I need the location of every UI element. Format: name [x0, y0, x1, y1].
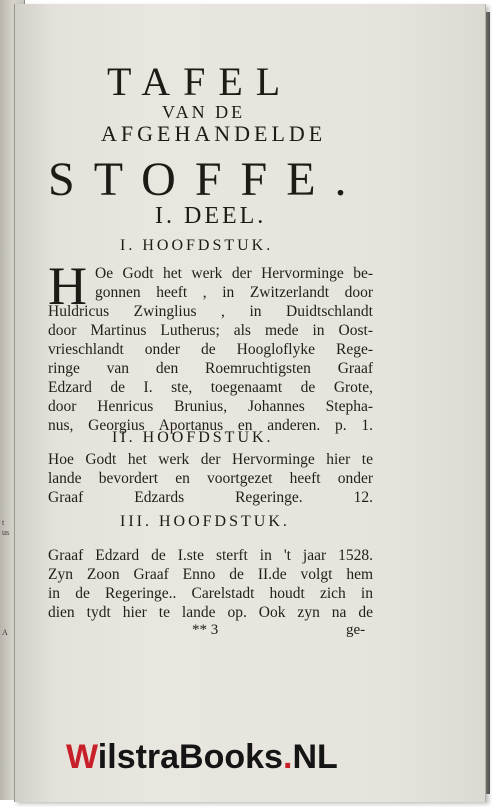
chapter-1-line: vrieschlandt onder de Hoogloflyke Rege-	[48, 341, 373, 358]
chapter-3-line: in de Regeringe.. Carelstadt houdt zich in	[48, 585, 373, 602]
chapter-3-heading: III. HOOFDSTUK.	[120, 513, 290, 530]
chapter-2-heading: II. HOOFDSTUK.	[112, 429, 274, 446]
back-page-mark: A	[2, 628, 8, 637]
back-page-mark: us	[2, 528, 10, 537]
chapter-1-line: ringe van den Roemruchtigsten Graaf	[48, 360, 373, 377]
chapter-1-heading: I. HOOFDSTUK.	[120, 237, 274, 254]
watermark-logo: WilstraBooks.NL	[66, 738, 338, 776]
chapter-1-line: Oe Godt het werk der Hervorminge be-	[95, 265, 373, 282]
signature-mark: ** 3	[192, 622, 219, 638]
title-afgehandelde: AFGEHANDELDE	[101, 121, 327, 146]
drop-cap: H	[48, 256, 87, 316]
chapter-1-line: Edzard de I. ste, toegenaamt de Grote,	[48, 379, 373, 396]
catchword: ge-	[346, 622, 366, 638]
chapter-2-line: Hoe Godt het werk der Hervorminge hier te	[48, 451, 373, 468]
chapter-1-line: door Martinus Lutherus; als mede in Oost-	[48, 322, 373, 339]
chapter-2-line: lande bevordert en voortgezet heeft onder	[48, 470, 373, 487]
title-tafel: TAFEL	[107, 59, 294, 104]
chapter-3-line: Graaf Edzard de I.ste sterft in 't jaar 1528.	[48, 547, 373, 564]
chapter-3-line: Zyn Zoon Graaf Enno de II.de volgt hem	[48, 566, 373, 583]
chapter-1-line: door Henricus Brunius, Johannes Stepha-	[48, 398, 373, 415]
chapter-3-line: dien tydt hier te lande op. Ook zyn na de	[48, 604, 373, 621]
chapter-1-line: gonnen heeft , in Zwitzerlandt door	[95, 284, 373, 301]
back-page-mark: t	[2, 518, 5, 527]
chapter-1-line: Huldricus Zwinglius , in Duidtschlandt	[48, 303, 373, 320]
chapter-1-line: nus, Georgius Aportanus en anderen. p. 1.	[48, 417, 373, 434]
part-heading: I. DEEL.	[155, 203, 267, 229]
title-van-de: VAN DE	[162, 102, 246, 122]
chapter-2-line: Graaf Edzards Regeringe. 12.	[48, 489, 373, 506]
title-stoffe: STOFFE.	[48, 153, 366, 206]
